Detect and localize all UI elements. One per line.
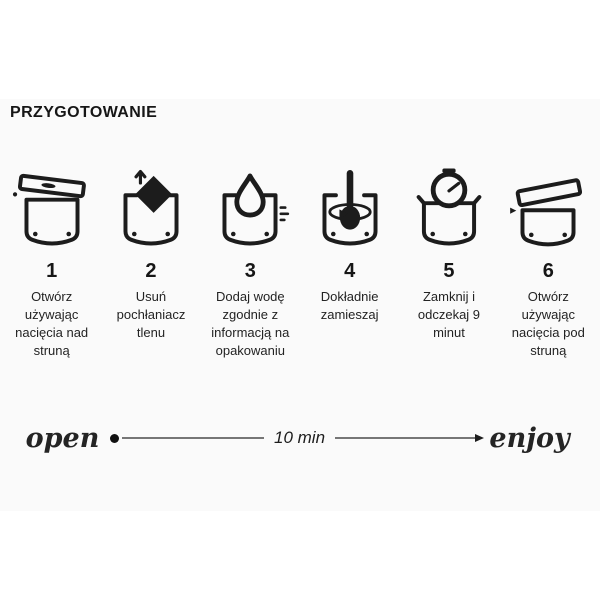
stopwatch-timer-icon [405,168,493,256]
step-1 [3,168,100,360]
timeline-end-label: enjoy [489,422,570,454]
timeline-line-left [122,437,264,439]
steps-row [2,168,598,360]
timeline [0,412,600,464]
step-number: 3 [244,260,256,282]
step-number: 2 [145,260,157,282]
timeline-start-label: open [25,422,100,454]
remove-oxygen-absorber-icon [107,168,195,256]
step-label: Otwórz używając nacięcia pod struną [511,289,585,358]
stir-spoon-icon [306,168,394,256]
step-5 [400,168,497,360]
step-number: 5 [443,260,455,282]
step-label: Dokładnie zamieszaj [320,289,379,322]
pouch-lid-open-below-icon [504,168,592,256]
step-number: 6 [542,260,554,282]
step-6 [500,168,597,360]
step-number: 1 [46,260,58,282]
timeline-arrow-line [335,437,475,439]
step-2 [102,168,199,360]
step-label: Dodaj wodę zgodnie z informacją na opakowaniu [211,289,290,358]
step-label: Zamknij i odczekaj 9 minut [417,289,481,340]
step-4 [301,168,398,360]
step-number: 4 [344,260,356,282]
timeline-start-dot [110,434,119,443]
page-title: PRZYGOTOWANIE [10,104,158,121]
step-label: Otwórz używając nacięcia nad struną [15,289,89,358]
pouch-lid-open-above-icon [8,168,96,256]
timeline-duration-label: 10 min [274,428,326,447]
step-3 [202,168,299,360]
add-water-drop-icon [206,168,294,256]
step-label: Usuń pochłaniacz tlenu [116,289,186,340]
